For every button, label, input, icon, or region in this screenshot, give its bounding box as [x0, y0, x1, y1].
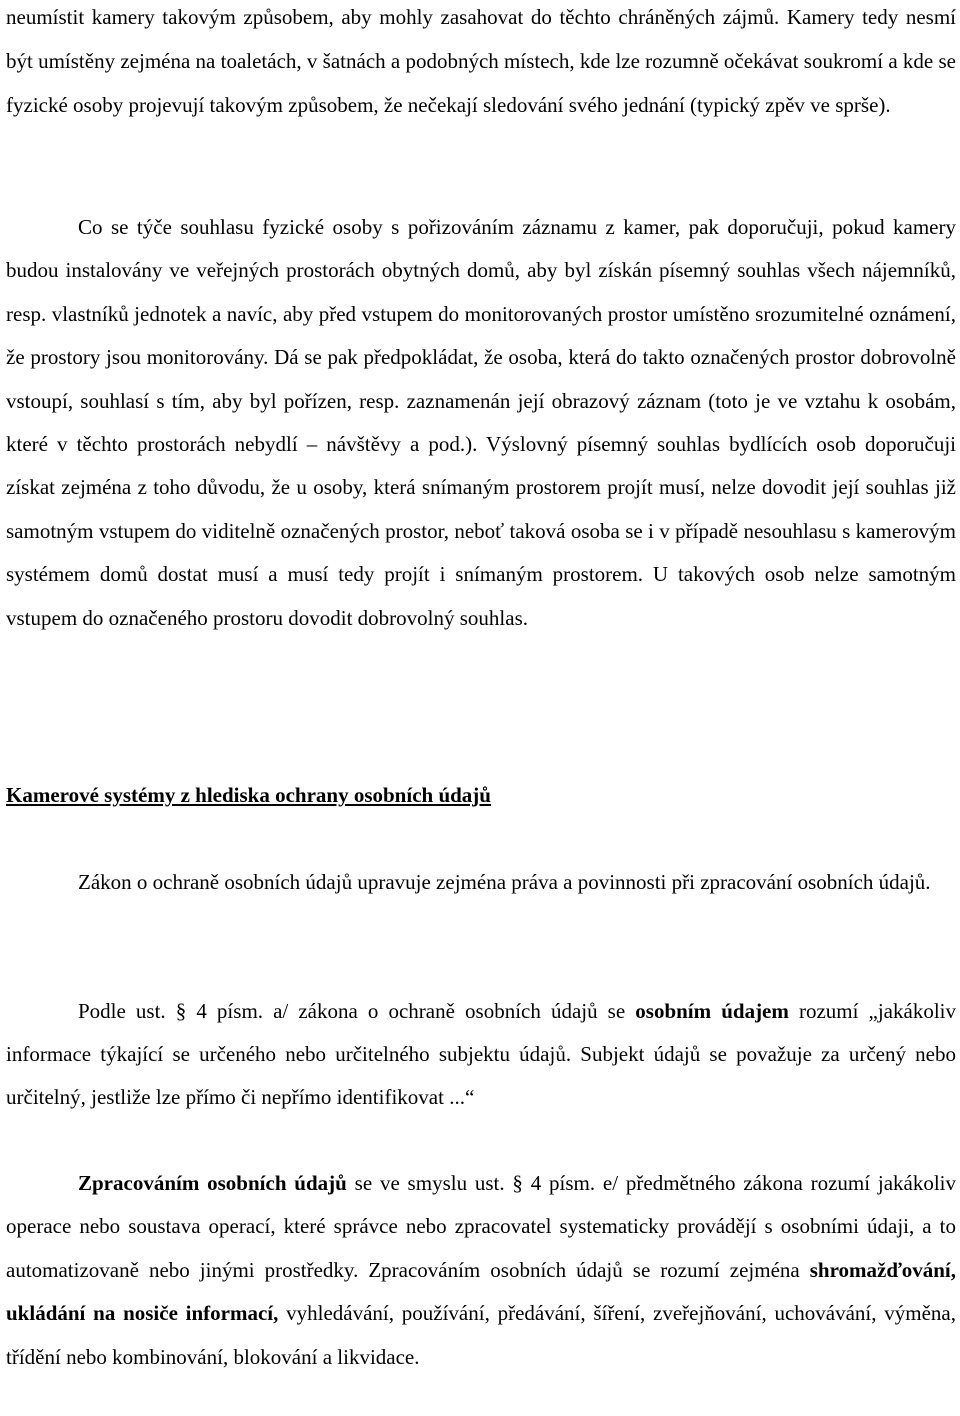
paragraph-text: Podle ust. § 4 písm. a/ zákona o ochraně osobních údajů se — [78, 999, 636, 1023]
bold-term: shromažďování, ukládání na nosiče informací, — [6, 1257, 956, 1326]
paragraph-text: Zákon o ochraně osobních údajů upravuje zejména práva a povinnosti při zpracování osobních údajů. — [78, 870, 931, 894]
paragraph-text: Co se týče souhlasu fyzické osoby s pořizováním záznamu z kamer, pak doporučuji, pokud kamery budou instalovány ve veřejných prostorách obytných domů, aby byl získán písemný souhlas všech nájemníků, resp. vlastníků jednotek a navíc, aby před vstupem do monitorovaných prostor umístěno srozumitelné oznámení, že prostory jsou monitorovány. Dá se pak předpokládat, že osoba, která do takto označených prostor dobrovolně vstoupí, souhlasí s tím, aby byl pořízen, resp. zaznamenán její obrazový záznam (toto je ve vztahu k osobám, které v těchto prostorách nebydlí – návštěvy a pod.). Výslovný písemný souhlas bydlících osob doporučuji získat zejména z toho důvodu, že u osoby, která snímaným prostorem projít musí, nelze dovodit její souhlas již samotným vstupem do viditelně označených prostor, neboť taková osoba se i v případě nesouhlasu s kamerovým systémem domů dostat musí a musí tedy projít i snímaným prostorem. U takových osob nelze samotným vstupem do označeného prostoru dovodit dobrovolný souhlas. — [6, 215, 956, 630]
paragraph-text: rozumí „jakákoliv informace týkající se určeného nebo určitelného subjektu údajů. Subjekt údajů se považuje za určený nebo určitelný, jestliže lze přímo či nepřímo identifikovat ...“ — [6, 999, 956, 1109]
paragraph-processing-definition — [6, 1162, 956, 1379]
paragraph-personal-data-definition — [6, 990, 956, 1119]
paragraph-text: se ve smyslu ust. § 4 písm. e/ předmětného zákona rozumí jakákoliv operace nebo soustava operací, které správce nebo zpracovatel systematicky provádějí s osobními údaji, a to automatizovaně nebo jinými prostředky. Zpracováním osobních údajů se rozumí zejména — [6, 1171, 957, 1282]
paragraph-text: vyhledávání, používání, předávání, šíření, zveřejňování, uchovávání, výměna, třídění nebo kombinování, blokování a likvidace. — [6, 1301, 956, 1369]
paragraph-camera-placement — [6, 0, 956, 127]
paragraph-law-scope — [6, 861, 956, 904]
paragraph-text: neumístit kamery takovým způsobem, aby mohly zasahovat do těchto chráněných zájmů. Kamery tedy nesmí být umístěny zejména na toaletách, v šatnách a podobných místech, kde lze rozumně očekávat soukromí a kde se fyzické osoby projevují takovým způsobem, že nečekají sledování svého jednání (typický zpěv ve sprše). — [6, 5, 956, 117]
paragraph-consent — [6, 206, 956, 640]
bold-term: osobním údajem — [635, 999, 789, 1023]
section-heading: Kamerové systémy z hlediska ochrany osobních údajů — [6, 783, 491, 807]
bold-term: Zpracováním osobních údajů — [78, 1171, 347, 1195]
